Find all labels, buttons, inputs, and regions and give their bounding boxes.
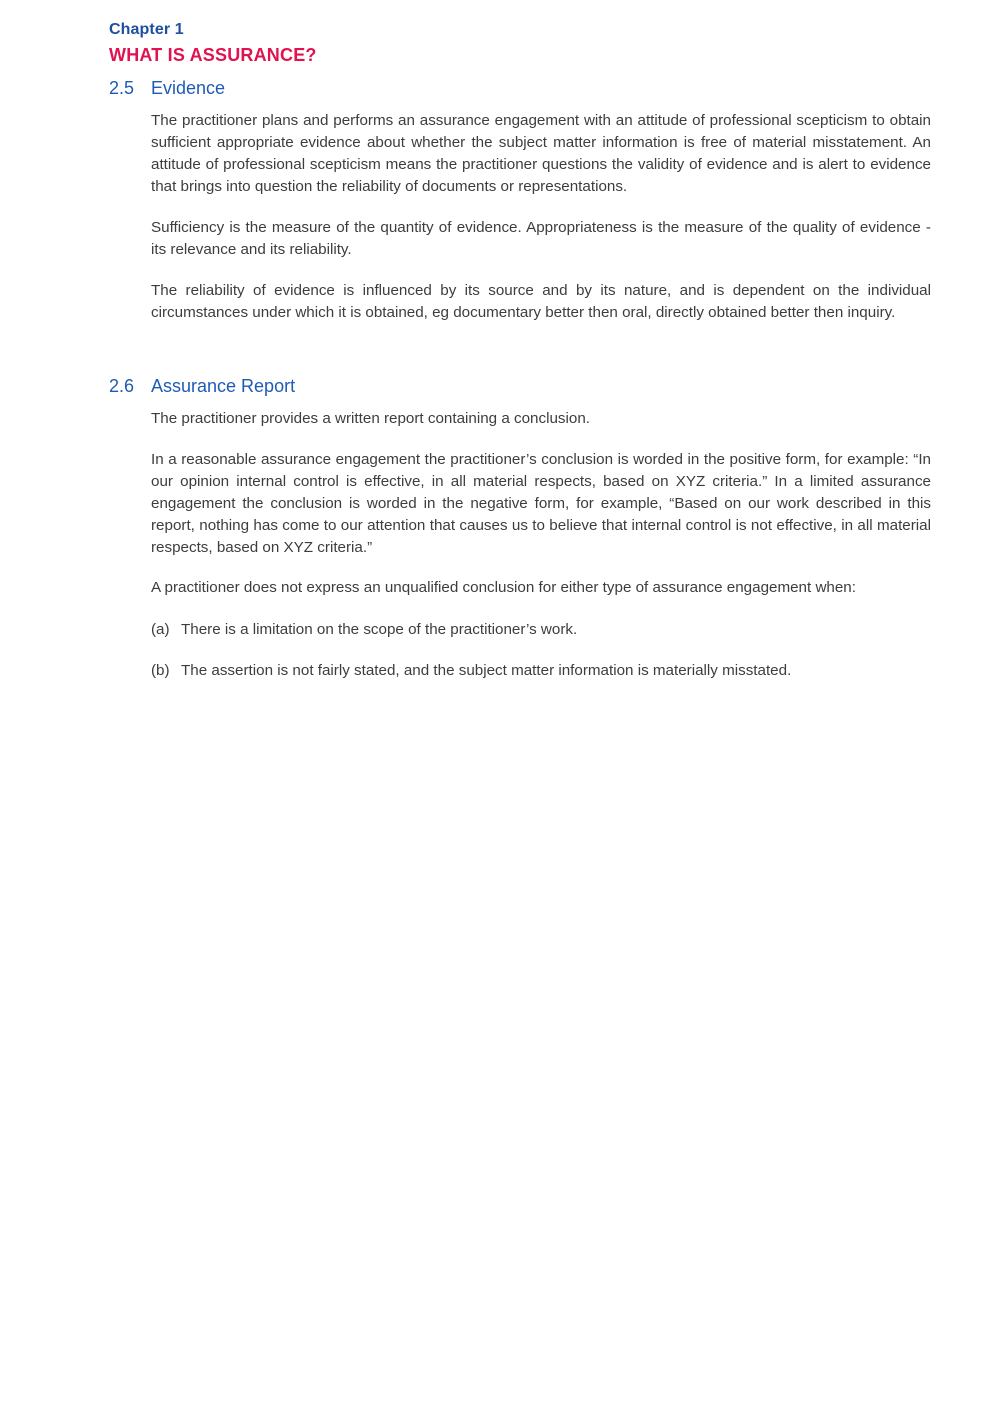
list-marker: (b)	[151, 662, 170, 679]
paragraph: In a reasonable assurance engagement the practitioner’s conclusion is worded in the positive form, for example: “In our opinion internal control is effective, in all material respects, based on XYZ criteria.” In a limited assurance engagement the conclusion is worded in the negative form, for example, “Based on our work described in this report, nothing has come to our attention that causes us to believe that internal control is not effective, in all material respects, based on XYZ criteria.”	[151, 451, 931, 556]
section-number: 2.5	[109, 78, 135, 98]
list-item	[151, 619, 931, 641]
section-heading-evidence	[109, 78, 225, 99]
section-heading-assurance-report	[109, 376, 295, 397]
list-item-text: The assertion is not fairly stated, and the subject matter information is materially misstated.	[181, 662, 792, 679]
paragraph: A practitioner does not express an unqualified conclusion for either type of assurance engagement when:	[151, 579, 856, 596]
chapter-title: WHAT IS ASSURANCE?	[109, 45, 317, 65]
list-item-text: There is a limitation on the scope of the practitioner’s work.	[181, 621, 578, 638]
list-marker: (a)	[151, 621, 170, 638]
section-title: Evidence	[151, 78, 226, 98]
paragraph: The practitioner provides a written report containing a conclusion.	[151, 410, 590, 427]
chapter-label: Chapter 1	[109, 21, 184, 38]
paragraph: Sufficiency is the measure of the quantity of evidence. Appropriateness is the measure of the quality of evidence - its relevance and its reliability.	[151, 219, 931, 258]
list-item	[151, 660, 931, 682]
section-number: 2.6	[109, 376, 135, 396]
section-title: Assurance Report	[151, 376, 296, 396]
paragraph: The reliability of evidence is influenced by its source and by its nature, and is dependent on the individual circumstances under which it is obtained, eg documentary better then oral, directly obtained better then inquiry.	[151, 282, 931, 321]
paragraph: The practitioner plans and performs an assurance engagement with an attitude of professional scepticism to obtain sufficient appropriate evidence about whether the subject matter information is free of material misstatement. An attitude of professional scepticism means the practitioner questions the validity of evidence and is alert to evidence that brings into question the reliability of documents or representations.	[151, 112, 931, 195]
